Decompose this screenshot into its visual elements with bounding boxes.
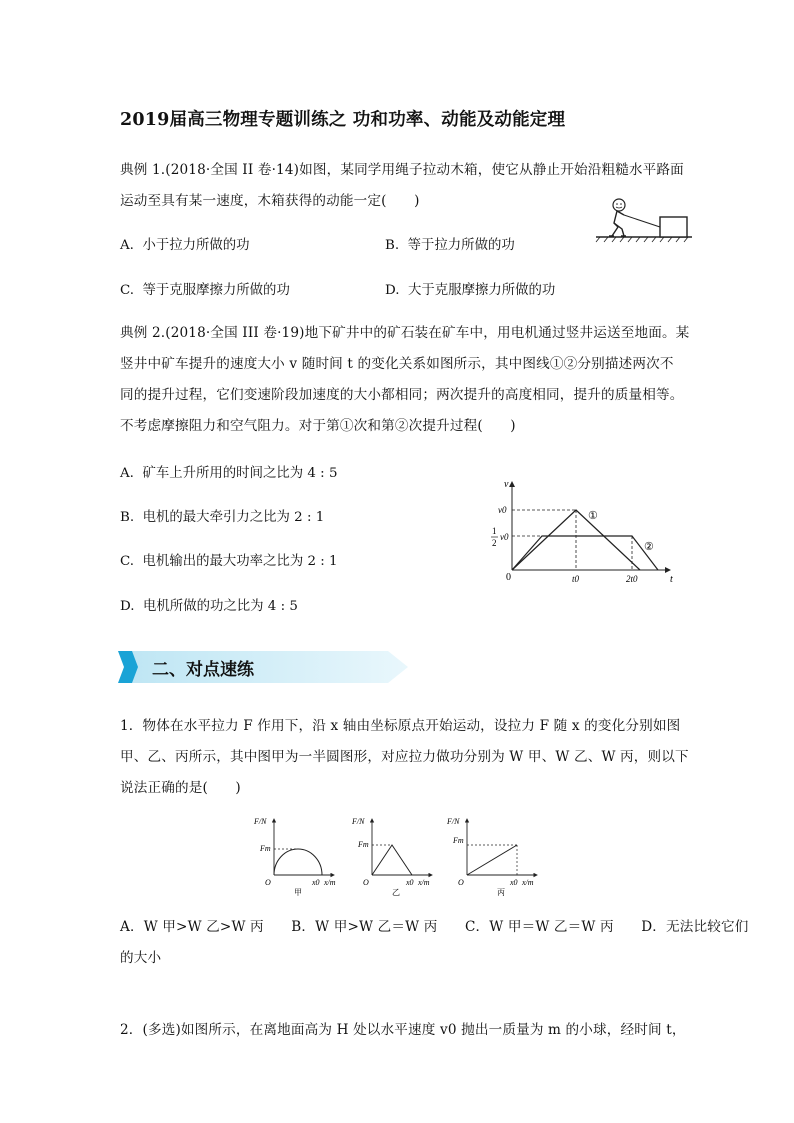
v0-label: v0 bbox=[498, 505, 507, 515]
svg-text:O: O bbox=[265, 878, 271, 887]
document-title: 2019届高三物理专题训练之 功和功率、动能及动能定理 bbox=[120, 110, 566, 130]
half-denominator: 2 bbox=[492, 538, 497, 548]
t-axis-label: t bbox=[670, 574, 673, 585]
q1-options-line2: 的大小 bbox=[120, 950, 162, 966]
curve-2-label: ② bbox=[644, 541, 654, 553]
v0-half-label: v0 bbox=[500, 532, 509, 542]
svg-text:F/N: F/N bbox=[254, 817, 267, 826]
v-axis-label: v bbox=[504, 479, 509, 490]
example2-line3: 同的提升过程，它们变速阶段加速度的大小都相同；两次提升的高度相同，提升的质量相等。 bbox=[120, 387, 684, 403]
q1-options-line1[interactable]: A．W 甲>W 乙>W 丙 B．W 甲>W 乙＝W 丙 C．W 甲＝W 乙＝W 丙 D．无法比较它们 bbox=[120, 919, 749, 935]
curve-2 bbox=[512, 536, 658, 570]
example2-option-a[interactable]: A. 矿车上升所用的时间之比为 4 : 5 bbox=[120, 466, 338, 481]
svg-text:x0: x0 bbox=[406, 878, 414, 887]
velocity-time-graph bbox=[490, 478, 680, 586]
svg-text:x0: x0 bbox=[510, 878, 518, 887]
example1-option-d[interactable]: D. 大于克服摩擦力所做的功 bbox=[385, 283, 556, 298]
example2-option-b[interactable]: B. 电机的最大牵引力之比为 2 : 1 bbox=[120, 510, 325, 525]
example2-line1: 典例 2.(2018·全国 III 卷·19)地下矿井中的矿石装在矿车中，用电机通过竖井运送至地面。某 bbox=[120, 325, 690, 341]
svg-text:x/m: x/m bbox=[418, 878, 430, 887]
person-pulling-box-figure bbox=[594, 195, 694, 245]
svg-text:F/N: F/N bbox=[447, 817, 460, 826]
q1-line2: 甲、乙、丙所示，其中图甲为一半圆图形，对应拉力做功分别为 W 甲、W 乙、W 丙，则以下 bbox=[120, 749, 689, 765]
svg-text:O: O bbox=[363, 878, 369, 887]
svg-text:F/N: F/N bbox=[352, 817, 365, 826]
graph-jia bbox=[253, 817, 336, 897]
example2-line2: 竖井中矿车提升的速度大小 v 随时间 t 的变化关系如图所示，其中图线①②分别描述两次不 bbox=[120, 356, 674, 372]
curve-1-label: ① bbox=[588, 510, 598, 522]
svg-text:x/m: x/m bbox=[324, 878, 336, 887]
example1-option-a[interactable]: A. 小于拉力所做的功 bbox=[120, 238, 250, 253]
q1-line1: 1．物体在水平拉力 F 作用下，沿 x 轴由坐标原点开始运动，设拉力 F 随 x 的变化分别如图 bbox=[120, 718, 681, 734]
graph-yi bbox=[351, 817, 432, 897]
svg-text:x/m: x/m bbox=[522, 878, 534, 887]
example1-option-b[interactable]: B. 等于拉力所做的功 bbox=[385, 238, 515, 253]
example2-line4: 不考虑摩擦阻力和空气阻力。对于第①次和第②次提升过程( ) bbox=[120, 418, 516, 434]
caption-bing: 丙 bbox=[497, 888, 505, 897]
svg-text:Fm: Fm bbox=[260, 844, 271, 853]
origin-label: 0 bbox=[506, 572, 511, 583]
example1-label: 典例 1. bbox=[120, 162, 166, 178]
example2-label: 典例 2. bbox=[120, 325, 166, 341]
example2-option-c[interactable]: C. 电机输出的最大功率之比为 2 : 1 bbox=[120, 554, 338, 569]
example1-line2: 运动至具有某一速度，木箱获得的动能一定( ) bbox=[120, 193, 420, 209]
svg-text:x0: x0 bbox=[312, 878, 320, 887]
example1-line1: 典例 1.(2018·全国 II 卷·14)如图，某同学用绳子拉动木箱，使它从静止开始沿粗糙水平路面 bbox=[120, 162, 684, 178]
svg-text:O: O bbox=[458, 878, 464, 887]
force-displacement-graphs bbox=[252, 815, 552, 897]
svg-text:Fm: Fm bbox=[453, 836, 464, 845]
example2-option-d[interactable]: D. 电机所做的功之比为 4 : 5 bbox=[120, 599, 298, 614]
caption-yi: 乙 bbox=[392, 888, 400, 897]
section-title: 二、对点速练 bbox=[152, 660, 254, 680]
half-numerator: 1 bbox=[492, 526, 497, 536]
example1-option-c[interactable]: C. 等于克服摩擦力所做的功 bbox=[120, 283, 290, 298]
svg-text:Fm: Fm bbox=[358, 840, 369, 849]
q2-line1: 2．(多选)如图所示，在离地面高为 H 处以水平速度 v0 抛出一质量为 m 的小球，经时间 t， bbox=[120, 1022, 686, 1038]
t0-label: t0 bbox=[572, 574, 580, 584]
caption-jia: 甲 bbox=[294, 888, 302, 897]
q1-line3: 说法正确的是( ) bbox=[120, 780, 241, 796]
graph-bing bbox=[446, 817, 537, 897]
2t0-label: 2t0 bbox=[626, 574, 638, 584]
